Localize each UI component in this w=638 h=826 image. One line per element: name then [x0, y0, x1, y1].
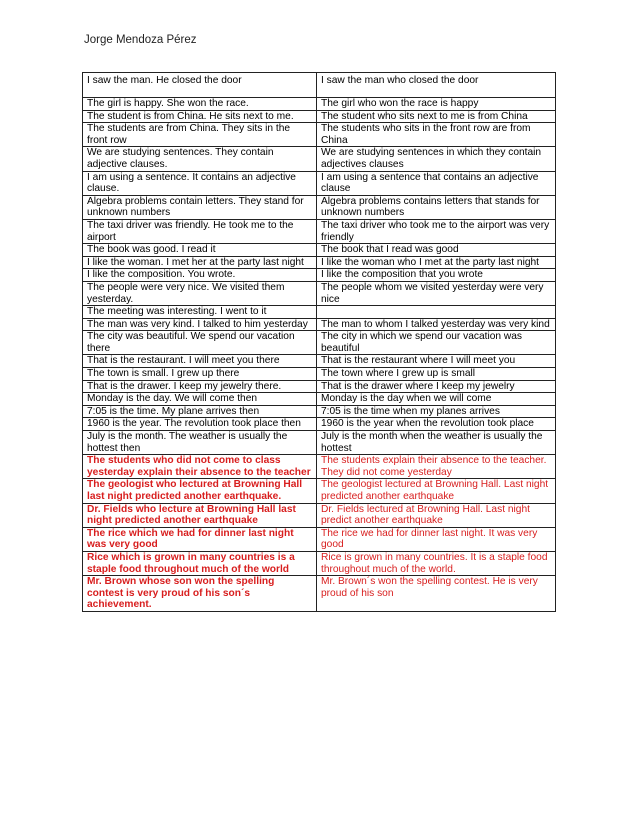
combined-sentence-cell: The students explain their absence to the teacher. They did not come yesterday	[317, 455, 556, 479]
table-row	[83, 503, 556, 527]
original-sentence-cell: I saw the man. He closed the door	[83, 73, 317, 98]
combined-sentence-cell: 7:05 is the time when my planes arrives	[317, 405, 556, 418]
table-row	[83, 368, 556, 381]
table-row	[83, 393, 556, 406]
combined-sentence-cell: The man to whom I talked yesterday was very kind	[317, 318, 556, 331]
combined-sentence-cell: The taxi driver who took me to the airport was very friendly	[317, 219, 556, 243]
original-sentence-cell: That is the drawer. I keep my jewelry there.	[83, 380, 317, 393]
combined-sentence-cell: Rice is grown in many countries. It is a staple food throughout much of the world.	[317, 551, 556, 575]
table-row	[83, 171, 556, 195]
combined-sentence-cell: 1960 is the year when the revolution took place	[317, 418, 556, 431]
table-row	[83, 269, 556, 282]
combined-sentence-cell: Dr. Fields lectured at Browning Hall. Last night predict another earthquake	[317, 503, 556, 527]
table-row	[83, 479, 556, 503]
table-row	[83, 244, 556, 257]
combined-sentence-cell: I like the composition that you wrote	[317, 269, 556, 282]
original-sentence-cell: Rice which is grown in many countries is a staple food throughout much of the world	[83, 551, 317, 575]
combined-sentence-cell: The rice we had for dinner last night. It was very good	[317, 527, 556, 551]
author-name: Jorge Mendoza Pérez	[84, 34, 197, 46]
original-sentence-cell: We are studying sentences. They contain adjective clauses.	[83, 147, 317, 171]
table-row	[83, 405, 556, 418]
original-sentence-cell: The students who did not come to class yesterday explain their absence to the teacher	[83, 455, 317, 479]
combined-sentence-cell: The book that I read was good	[317, 244, 556, 257]
table-row	[83, 551, 556, 575]
table-row	[83, 355, 556, 368]
table-row	[83, 281, 556, 305]
original-sentence-cell: The man was very kind. I talked to him yesterday	[83, 318, 317, 331]
table-row	[83, 527, 556, 551]
table-row	[83, 306, 556, 319]
original-sentence-cell: Mr. Brown whose son won the spelling contest is very proud of his son´s achievement.	[83, 576, 317, 612]
combined-sentence-cell: Algebra problems contains letters that stands for unknown numbers	[317, 195, 556, 219]
table-row	[83, 418, 556, 431]
original-sentence-cell: Dr. Fields who lecture at Browning Hall last night predicted another earthquake	[83, 503, 317, 527]
original-sentence-cell: The book was good. I read it	[83, 244, 317, 257]
table-row	[83, 331, 556, 355]
combined-sentence-cell: That is the restaurant where I will meet you	[317, 355, 556, 368]
combined-sentence-cell: Monday is the day when we will come	[317, 393, 556, 406]
original-sentence-cell: I am using a sentence. It contains an adjective clause.	[83, 171, 317, 195]
combined-sentence-cell: The student who sits next to me is from China	[317, 110, 556, 123]
original-sentence-cell: The people were very nice. We visited them yesterday.	[83, 281, 317, 305]
original-sentence-cell: The girl is happy. She won the race.	[83, 98, 317, 111]
original-sentence-cell: Monday is the day. We will come then	[83, 393, 317, 406]
combined-sentence-cell	[317, 306, 556, 319]
original-sentence-cell: I like the woman. I met her at the party last night	[83, 256, 317, 269]
original-sentence-cell: The rice which we had for dinner last night was very good	[83, 527, 317, 551]
combined-sentence-cell: The girl who won the race is happy	[317, 98, 556, 111]
combined-sentence-cell: July is the month when the weather is usually the hottest	[317, 431, 556, 455]
table-row	[83, 73, 556, 98]
table-row	[83, 380, 556, 393]
table-row	[83, 123, 556, 147]
original-sentence-cell: The students are from China. They sits in the front row	[83, 123, 317, 147]
combined-sentence-cell: The town where I grew up is small	[317, 368, 556, 381]
table-row	[83, 431, 556, 455]
original-sentence-cell: The student is from China. He sits next to me.	[83, 110, 317, 123]
combined-sentence-cell: The students who sits in the front row are from China	[317, 123, 556, 147]
original-sentence-cell: The taxi driver was friendly. He took me to the airport	[83, 219, 317, 243]
original-sentence-cell: July is the month. The weather is usually the hottest then	[83, 431, 317, 455]
original-sentence-cell: The city was beautiful. We spend our vacation there	[83, 331, 317, 355]
original-sentence-cell: Algebra problems contain letters. They stand for unknown numbers	[83, 195, 317, 219]
combined-sentence-cell: The geologist lectured at Browning Hall. Last night predicted another earthquake	[317, 479, 556, 503]
combined-sentence-cell: I saw the man who closed the door	[317, 73, 556, 98]
table-row	[83, 98, 556, 111]
original-sentence-cell: I like the composition. You wrote.	[83, 269, 317, 282]
combined-sentence-cell: We are studying sentences in which they contain adjectives clauses	[317, 147, 556, 171]
combined-sentence-cell: Mr. Brown´s won the spelling contest. He is very proud of his son	[317, 576, 556, 612]
combined-sentence-cell: The city in which we spend our vacation was beautiful	[317, 331, 556, 355]
original-sentence-cell: The geologist who lectured at Browning Hall last night predicted another earthquake.	[83, 479, 317, 503]
table-row	[83, 110, 556, 123]
table-row	[83, 256, 556, 269]
table-row	[83, 195, 556, 219]
table-row	[83, 576, 556, 612]
combined-sentence-cell: I like the woman who I met at the party last night	[317, 256, 556, 269]
table-row	[83, 147, 556, 171]
original-sentence-cell: 1960 is the year. The revolution took place then	[83, 418, 317, 431]
table-row	[83, 455, 556, 479]
original-sentence-cell: That is the restaurant. I will meet you there	[83, 355, 317, 368]
table-row	[83, 219, 556, 243]
combined-sentence-cell: The people whom we visited yesterday were very nice	[317, 281, 556, 305]
original-sentence-cell: The town is small. I grew up there	[83, 368, 317, 381]
table-row	[83, 318, 556, 331]
original-sentence-cell: 7:05 is the time. My plane arrives then	[83, 405, 317, 418]
original-sentence-cell: The meeting was interesting. I went to it	[83, 306, 317, 319]
combined-sentence-cell: That is the drawer where I keep my jewelry	[317, 380, 556, 393]
combined-sentence-cell: I am using a sentence that contains an adjective clause	[317, 171, 556, 195]
sentence-table	[82, 72, 556, 612]
